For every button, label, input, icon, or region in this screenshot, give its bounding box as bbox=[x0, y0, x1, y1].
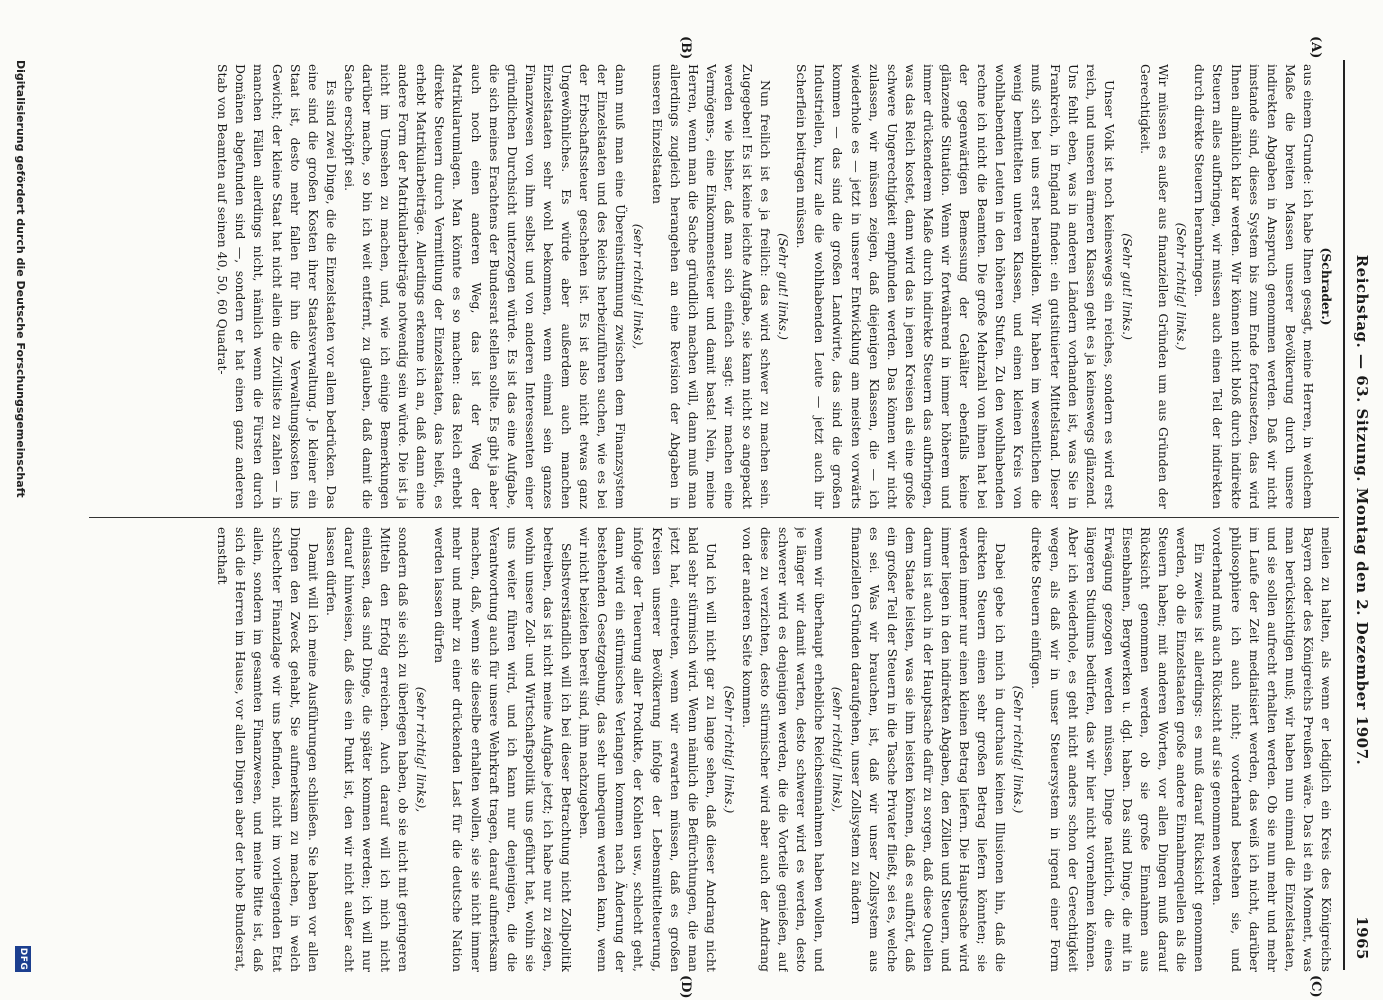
page-number: 1965 bbox=[1353, 916, 1371, 960]
page-header bbox=[1347, 60, 1371, 960]
paragraph: Selbstverständlich will ich bei dieser Betrachtung nicht Zollpolitik betreiben, das ist nicht meine Aufgabe jetzt; ich habe nur zu zeigen, wohin unsere Zoll- und Wirtschaftspolitik uns geführt hat, wohin sie uns weiter führen wird, und ich kann nur denjenigen, die die Verantwortung auch für unsere Wehrkraft tragen, darauf aufmerksam machen, daß, wenn sie dieselbe erhalten wollen, sie sie nicht immer mehr und mehr zu einer drückenden Last für die deutsche Nation werden lassen dürfen bbox=[432, 527, 575, 972]
header-rule bbox=[1343, 60, 1345, 970]
interjection: (Sehr richtig! links.) bbox=[1011, 685, 1027, 814]
paragraph: Ein zweites ist allerdings: es muß darauf Rücksicht genommen werden, ob die Einzelstaaten große andere Einnahmequellen als die Steuern haben; mit anderen Worten, vor allen Dingen muß darauf Rücksicht genommen werden, ob sie große Einnahmen aus Eisenbahnen, Bergwerken u. dgl. haben. Das sind Dinge, die mit in Erwägung gezogen werden müssen, Dinge natürlich, die eines längeren Studiums bedürfen, das wir hier nicht vornehmen können. Aber ich wiederhole, es geht nicht anders schon der Gerechtigkeit wegen, als daß wir in unser Steuersystem in irgend einer Form direkte Steuern einfügen. bbox=[1029, 527, 1208, 972]
margin-marker-a: (A) bbox=[1308, 36, 1323, 59]
paragraph: wenn wir überhaupt erhebliche Reichseinnahmen haben wollen, und je länger wir damit warten, desto schwerer wird es werden, desto schwerer wird es denjenigen werden, die die Vorteile genießen, auf diese zu verzichten, desto stürmischer wird aber auch der Andrang von der anderen Seite kommen. bbox=[740, 527, 828, 972]
right-text-column bbox=[90, 527, 1335, 972]
interjection: (Sehr gut! links.) bbox=[776, 233, 792, 340]
paragraph: sondern daß sie sich zu überlegen haben, ob sie nicht mit geringeren Mitteln den Erfolg erreichen. Auch darauf will ich mich nicht einlassen, das sind Dinge, die später kommen werden; ich will nur darauf hinweisen, daß dies ein Punkt ist, den wir nicht außer acht lassen dürfen. bbox=[323, 527, 412, 972]
margin-marker-b: (B) bbox=[678, 36, 693, 60]
paragraph: Damit will ich meine Ausführungen schließen. Sie haben vor allen Dingen den Zweck gehabt, Sie aufmerksam zu machen, in welch schlechter Finanzlage wir uns befinden, nicht im vorliegenden Etat allein, sondern im gesamten Finanzwesen, und meine Bitte ist, daß sich die Herren im Hause, vor allen Dingen aber der hohe Bundesrat, ernsthaft bbox=[215, 527, 321, 972]
paragraph: Es sind zwei Dinge, die die Einzelstaaten vor allem bedrücken. Das eine sind die großen Kosten ihrer Staatsverwaltung. Je kleiner ein Staat ist, desto mehr fallen für ihn die Verwaltungskosten ins Gewicht; der kleine Staat hat nicht allein die Zivilliste zu zahlen — in manchen Fällen allerdings nicht, nämlich wenn die Fürsten durch Domänen abgefunden sind —, sondern er hat einen ganz anderen Stab von Beamten auf seinen 40, 50, 60 Quadrat- bbox=[215, 64, 339, 509]
interjection: (sehr richtig! links), bbox=[830, 686, 846, 813]
interjection: (Sehr gut! links.) bbox=[1119, 233, 1135, 340]
interjection: (sehr richtig! links), bbox=[414, 686, 430, 813]
paragraph: dann muß man eine Übereinstimmung zwischen dem Finanzsystem der Einzelstaaten und des Reichs herbeizuführen suchen, wie es bei der Erbschaftssteuer geschehen ist. Es ist also nicht etwas ganz Ungewöhnliches. Es würde aber außerdem auch manchen Einzelstaaten sehr wohl bekommen, wenn einmal sein ganzes Finanzwesen von ihm selbst und von anderen Interessenten einer gründlichen Durchsicht unterzogen würde. Es ist das eine Aufgabe, die sich meines Erachtens der Bundesrat stellen sollte. Es gibt ja aber auch noch einen anderen Weg, das ist der Weg der Matrikularumlagen. Man könnte es so machen: das Reich erhebt direkte Steuern durch Vermittlung der Einzelstaaten, das heißt, es erhebt Matrikularbeiträge. Allerdings erkenne ich an, daß dann eine andere Form der Matrikularbeiträge notwendig sein würde. Die ist ja nicht im Umsehen zu machen, und, wie ich einige Bemerkungen darüber mache, so bin ich weit entfernt, zu glauben, daß damit die Sache erschöpft sei. bbox=[341, 64, 629, 509]
paragraph: meilen zu halten, als wenn er lediglich ein Kreis des Königreichs Bayern oder des Königreichs Preußen wäre. Das ist ein Moment, was man berücksichtigen muß; wir haben nun einmal die Einzelstaaten, und sie sollen aufrecht erhalten werden. Ob sie nun mehr und mehr im Laufe der Zeit mediatisiert werden, das weiß ich nicht, darüber philosophiere ich auch nicht; vorderhand bestehen sie, und vorderhand muß auch Rücksicht auf sie genommen werden. bbox=[1210, 527, 1334, 972]
paragraph: Unser Volk ist noch keineswegs ein reiches, sondern es wird erst reich, und unseren ärmeren Klassen geht es ja keineswegs glänzend. Uns fehlt eben, was in anderen Ländern vorhanden ist, was Sie in Frankreich, in England finden: ein gutsituierter Mittelstand. Dieser muß sich bei uns erst heranbilden. Wir haben im wesentlichen die wenig bemittelten unteren Klassen, und einen kleinen Kreis von wohlhabenden Leuten in den höheren Stufen. Zu den wohlhabenden rechne ich nicht die Beamten. Die große Mehrzahl von ihnen hat bei der gegenwärtigen Bemessung der Gehälter ebenfalls keine glänzende Situation. Wenn wir fortwährend in immer höherem und immer drückenderem Maße durch indirekte Steuern das aufbringen, was das Reich kostet, dann wird das in jenen Kreisen als eine große schwere Ungerechtigkeit empfunden werden. Das können wir nicht zulassen, wir müssen zeigen, daß diejenigen Klassen, die — ich wiederhole es — jetzt in unserer Entwicklung am meisten vorwärts kommen — das sind die großen Landwirte, das sind die großen Industriellen, kurz alle die wohlhabenden Leute — jetzt auch ihr Scherflein beitragen müssen. bbox=[794, 64, 1117, 509]
paragraph: Nun freilich ist es ja freilich: das wird schwer zu machen sein. Zugegeben! Es ist keine leichte Aufgabe, sie kann nicht so angepackt werden wie bisher, daß man sich einfach sagt: wir machen eine Vermögens-, eine Einkommensteuer und damit basta! Nein, meine Herren, wenn man die Sache gründlich machen will, dann muß man allerdings zugleich herangehen an eine Revision der Abgaben in unseren Einzelstaaten bbox=[649, 64, 774, 509]
interjection: (sehr richtig! links), bbox=[631, 223, 647, 350]
paragraph: aus einem Grunde: ich habe Ihnen gesagt, meine Herren, in welchem Maße die breiten Massen unserer Bevölkerung durch unsere indirekten Abgaben in Anspruch genommen werden. Daß wir nicht imstande sind, dieses System bis zum Ende fortzusetzen, das wird Ihnen allmählich klar werden. Wir können nicht bloß durch indirekte Steuern alles aufbringen, wir müssen auch einen Teil der indirekten durch direkte Steuern heranbringen. bbox=[1192, 64, 1316, 509]
margin-marker-d: (D) bbox=[678, 975, 693, 999]
margin-marker-c: (C) bbox=[1308, 975, 1323, 998]
paragraph: Dabei gebe ich mich in durchaus keinen Illusionen hin, daß die direkten Steuern einen sehr großen Betrag liefern könnten; sie werden immer nur einen kleinen Betrag liefern. Die Hauptsache wird immer liegen in den indirekten Abgaben, den Zöllen und Steuern, und darum ist auch in der Hauptsache dafür zu sorgen, daß diese Quellen dem Staate leisten, was sie ihm leisten können, daß es aufhört, daß ein großer Teil der Steuern in die Tasche Privater fließt, sei es, welche es sei. Was wir brauchen, ist, daß wir unser Zollsystem aus finanziellen Gründen daraufgehen, unser Zollsystem zu ändern bbox=[848, 527, 1009, 972]
interjection: (Sehr richtig! links.) bbox=[721, 685, 737, 814]
speaker-name: (Schrader.) bbox=[1319, 247, 1334, 326]
digitization-credit: Digitalisierung gefördert durch die Deutsche Forschungsgemeinschaft bbox=[14, 60, 27, 498]
column-divider bbox=[89, 517, 1339, 518]
dfg-logo: DFG bbox=[15, 946, 31, 972]
paragraph: Wir müssen es außer aus finanziellen Gründen um aus Gründen der Gerechtigkeit. bbox=[1138, 64, 1172, 509]
header-title: Reichstag. — 63. Sitzung. Montag den 2. Dezember 1907. bbox=[1353, 254, 1371, 766]
left-text-column bbox=[90, 64, 1335, 509]
paragraph: Und ich will nicht gar zu lange sehen, daß dieser Andrang nicht bald sehr stürmisch wird. Wenn nämlich die Befürchtungen, die man jetzt hat, eintreten, wenn wir erwarten müssen, daß es großen Kreisen unserer Bevölkerung infolge der Lebensmittelteuerung, infolge der Teuerung aller Produkte, der Kohlen usw., schlecht geht, dann wird ein stürmisches Verlangen kommen nach Änderung der bestehenden Gesetzgebung, das sehr unbequem werden kann, wenn wir nicht beizeiten bereit sind, ihm nachzugeben. bbox=[577, 527, 719, 972]
interjection: (Sehr richtig! links.) bbox=[1174, 222, 1190, 351]
